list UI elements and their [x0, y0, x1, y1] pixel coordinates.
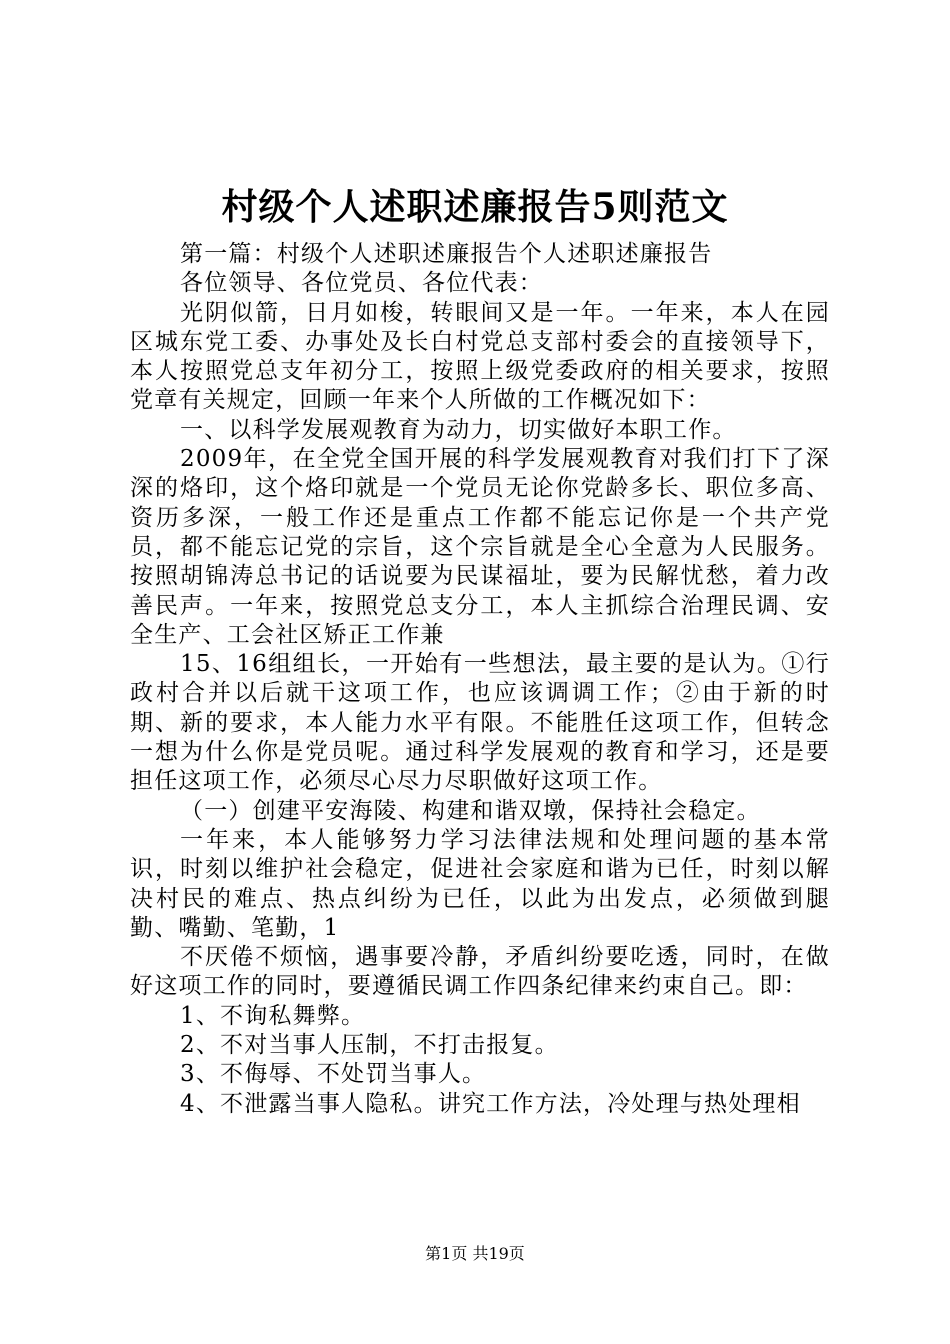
- page-footer: 第1页 共19页: [425, 1244, 525, 1263]
- list-item: 2、不对当事人压制，不打击报复。: [180, 1032, 559, 1059]
- paragraph: 一、以科学发展观教育为动力，切实做好本职工作。: [180, 416, 737, 443]
- paragraph: 不厌倦不烦恼，遇事要冷静，矛盾纠纷要吃透，同时，在做好这项工作的同时，要遵循民调工作四条纪律来约束自己。即：: [130, 944, 830, 1000]
- list-item: 3、不侮辱、不处罚当事人。: [180, 1061, 487, 1088]
- paragraph: 2009年，在全党全国开展的科学发展观教育对我们打下了深深的烙印，这个烙印就是一个党员无论你党龄多长、职位多高、资历多深，一般工作还是重点工作都不能忘记你是一个共产党员，都不能忘记党的宗旨，这个宗旨就是全心全意为人民服务。按照胡锦涛总书记的话说要为民谋福址，要为民解忧愁，着力改善民声。一年来，按照党总支分工，本人主抓综合治理民调、安全生产、工会社区矫正工作兼: [130, 446, 830, 648]
- paragraph: （一）创建平安海陵、构建和谐双墩，保持社会稳定。: [180, 797, 761, 824]
- paragraph: 第一篇：村级个人述职述廉报告个人述职述廉报告: [180, 241, 713, 267]
- paragraph: 光阴似箭，日月如梭，转眼间又是一年。一年来，本人在园区城东党工委、办事处及长白村党总支部村委会的直接领导下，本人按照党总支年初分工，按照上级党委政府的相关要求，按照党章有关规定，回顾一年来个人所做的工作概况如下：: [130, 299, 830, 414]
- paragraph: 一年来，本人能够努力学习法律法规和处理问题的基本常识，时刻以维护社会稳定，促进社会家庭和谐为已任，时刻以解决村民的难点、热点纠纷为已任，以此为出发点，必须做到腿勤、嘴勤、笔勤，1: [130, 826, 830, 941]
- list-item: 1、不询私舞弊。: [180, 1002, 366, 1029]
- paragraph: 各位领导、各位党员、各位代表：: [180, 270, 543, 297]
- list-item: 4、不泄露当事人隐私。讲究工作方法，冷处理与热处理相: [180, 1090, 801, 1117]
- paragraph: 15、16组组长，一开始有一些想法，最主要的是认为。①行政村合并以后就干这项工作，也应该调调工作；②由于新的时期、新的要求，本人能力水平有限。不能胜任这项工作，但转念一想为什么你是党员呢。通过科学发展观的教育和学习，还是要担任这项工作，必须尽心尽力尽职做好这项工作。: [130, 651, 830, 795]
- document-body: [130, 240, 830, 1119]
- document-title: 村级个人述职述廉报告5则范文: [221, 186, 729, 228]
